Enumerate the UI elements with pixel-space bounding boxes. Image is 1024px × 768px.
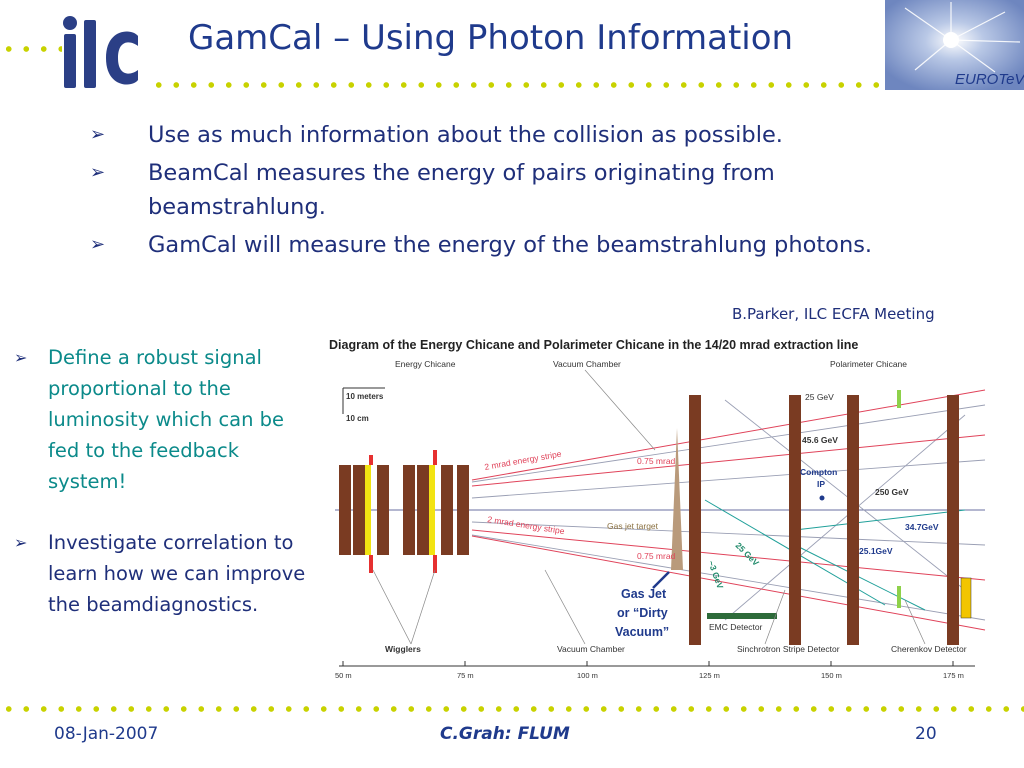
label-251gev: 25.1GeV [859,546,893,556]
label-2mrad-bottom: 2 mrad energy stripe [486,514,566,537]
label-25gev-top: 25 GeV [805,392,834,402]
label-emc-detector: EMC Detector [709,622,763,632]
diagram-title: Diagram of the Energy Chicane and Polarimeter Chicane in the 14/20 mrad extraction line [329,338,859,352]
top-dots-left [0,44,62,54]
wiggler-magnets [339,465,469,555]
side-bullet-item [8,342,308,497]
tick-150m: 150 m [821,671,842,680]
label-250gev: 250 GeV [875,487,909,497]
slide-title: GamCal – Using Photon Information [188,18,794,58]
label-polarimeter-chicane: Polarimeter Chicane [830,359,908,369]
label-347gev: 34.7GeV [905,522,939,532]
side-bullet-item [8,527,308,620]
label-gas-jet-2: or “Dirty [617,606,668,620]
label-gas-jet-3: Vacuum” [615,625,670,639]
label-cherenkov-detector: Cherenkov Detector [891,644,967,654]
arrow-bullet-icon: ➢ [90,124,106,145]
label-456gev: 45.6 GeV [802,435,838,445]
eurotev-logo [885,0,1024,90]
footer-date: 08-Jan-2007 [54,724,159,744]
main-bullet-list [90,118,900,266]
scale-10-meters: 10 meters [346,392,384,401]
label-075mrad-top: 0.75 mrad [637,456,676,466]
gas-jet-arrow [653,572,669,588]
label-2mrad-top: 2 mrad energy stripe [483,448,563,472]
bullet-item [90,156,900,224]
arrow-bullet-icon: ➢ [90,234,106,255]
label-compton: Compton [800,467,838,477]
emc-detector-bar [707,613,777,619]
arrow-bullet-icon: ➢ [90,162,106,183]
label-wigglers: Wigglers [385,644,421,654]
label-gas-jet-target: Gas jet target [607,521,659,531]
arrow-bullet-icon: ➢ [14,533,28,552]
label-075mrad-bottom: 0.75 mrad [637,551,676,561]
side-bullet-list-2 [8,527,308,620]
footer-page-number: 20 [915,724,937,744]
arrow-bullet-icon: ➢ [14,348,28,367]
label-3gev: ~3 GeV [706,559,726,590]
label-gas-jet-1: Gas Jet [621,587,667,601]
tick-175m: 175 m [943,671,964,680]
ilc-logo [62,14,142,90]
label-vacuum-chamber-bottom: Vacuum Chamber [557,644,625,654]
bullet-text: BeamCal measures the energy of pairs originating from beamstrahlung. [148,160,775,220]
footer-author: C.Grah: FLUM [440,724,570,744]
top-dots-row [150,80,880,90]
bullet-text: GamCal will measure the energy of the beamstrahlung photons. [148,232,873,258]
bottom-dots-row [0,704,1024,714]
tick-125m: 125 m [699,671,720,680]
label-ip: IP [817,479,826,489]
eurotev-wordmark: EUROTeV [955,71,1024,88]
detector-bars [689,395,959,645]
side-bullet-list-1 [8,342,308,497]
gas-jet-cone [671,428,683,570]
scale-legend [343,388,385,423]
side-bullet-text: Define a robust signal proportional to the luminosity which can be fed to the feedback system! [48,346,285,493]
label-sinchrotron-detector: Sinchrotron Stripe Detector [737,644,840,654]
label-energy-chicane: Energy Chicane [395,359,456,369]
bullet-item [90,228,900,262]
tick-75m: 75 m [457,671,474,680]
side-bullet-text: Investigate correlation to learn how we can improve the beamdiagnostics. [48,531,306,616]
tick-50m: 50 m [335,671,352,680]
tick-100m: 100 m [577,671,598,680]
chicane-diagram [325,330,994,682]
citation: B.Parker, ILC ECFA Meeting [732,305,935,323]
bullet-item [90,118,900,152]
label-25gev-diag: 25 GeV [733,540,762,568]
bullet-text: Use as much information about the collision as possible. [148,122,783,148]
scale-10-cm: 10 cm [346,414,369,423]
label-vacuum-chamber-top: Vacuum Chamber [553,359,621,369]
